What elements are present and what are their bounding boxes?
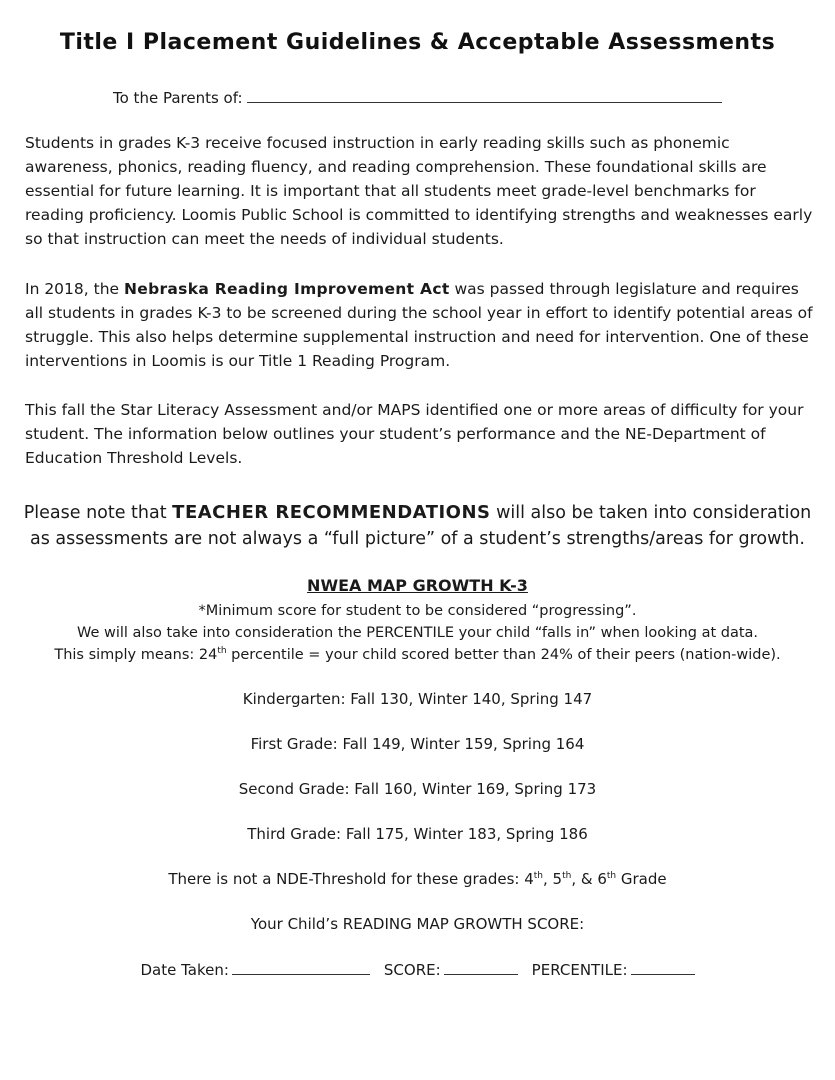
- assessment-paragraph: This fall the Star Literacy Assessment and/or MAPS identified one or more areas of difficulty for your student. The information below outlines your student’s performance and the NE-Department of Education Threshold Levels.: [25, 401, 804, 467]
- reading-act-text-after: was passed through legislature and requires all students in grades K-3 to be screened during the school year in effort to identify potential areas of struggle. This also helps determine supplemental instruction and need for intervention. One of these interventions in Loomis is our Title 1 Reading Program.: [25, 280, 813, 370]
- min-score-note: *Minimum score for student to be considered “progressing”.: [198, 603, 637, 619]
- parents-line: [113, 88, 722, 107]
- percentile-explanation: [0, 647, 835, 663]
- means-before: This simply means: 24: [54, 647, 218, 663]
- date-taken-blank: [232, 960, 370, 975]
- score-field-label: SCORE:: [383, 961, 441, 979]
- no-threshold-sup3: th: [606, 871, 617, 881]
- intro-paragraph: Students in grades K-3 receive focused instruction in early reading skills such as phonemic awareness, phonics, reading fluency, and reading comprehension. These foundational skills are essential for future learning. It is important that all students meet grade-level benchmarks for reading proficiency. Loomis Public School is committed to identifying strengths and weaknesses early so that instruction can meet the needs of individual students.: [25, 134, 813, 248]
- nwea-heading: [0, 576, 835, 595]
- means-after: percentile = your child scored better than 24% of their peers (nation-wide).: [226, 647, 781, 663]
- grade-threshold-kindergarten: Kindergarten: Fall 130, Winter 140, Spring 147: [242, 690, 593, 708]
- percentile-note: We will also take into consideration the PERCENTILE your child “falls in” when looking at data.: [76, 625, 759, 641]
- nwea-heading-text: NWEA MAP GROWTH K-3: [307, 576, 528, 595]
- no-threshold-note: [0, 870, 835, 888]
- no-threshold-sup1: th: [533, 871, 543, 881]
- no-threshold-mid1: , 5: [543, 870, 563, 888]
- no-threshold-after: Grade: [616, 870, 667, 888]
- parents-label: To the Parents of:: [113, 89, 243, 107]
- percentile-field-label: PERCENTILE:: [531, 961, 628, 979]
- reading-act-paragraph: [25, 277, 815, 373]
- parents-name-blank: [247, 88, 722, 103]
- grade-threshold-first: First Grade: Fall 149, Winter 159, Spring 164: [250, 735, 585, 753]
- page-title: Title I Placement Guidelines & Acceptable Assessments: [59, 30, 776, 55]
- means-sup: th: [217, 646, 227, 657]
- score-fields: [0, 960, 835, 979]
- score-blank: [444, 960, 518, 975]
- note-after: will also be taken into consideration as assessments are not always a “full picture” of a student’s strengths/areas for growth.: [30, 503, 812, 549]
- note-emphasis: TEACHER RECOMMENDATIONS: [172, 502, 491, 523]
- no-threshold-before: There is not a NDE-Threshold for these grades: 4: [168, 870, 534, 888]
- no-threshold-mid2: , & 6: [571, 870, 607, 888]
- reading-act-text-before: In 2018, the: [25, 280, 124, 298]
- teacher-recommendation-note: [15, 500, 820, 552]
- grade-threshold-third: Third Grade: Fall 175, Winter 183, Spring 186: [247, 825, 588, 843]
- grade-threshold-second: Second Grade: Fall 160, Winter 169, Spring 173: [238, 780, 597, 798]
- percentile-blank: [631, 960, 695, 975]
- reading-act-name: Nebraska Reading Improvement Act: [124, 280, 450, 298]
- date-taken-label: Date Taken:: [140, 961, 229, 979]
- no-threshold-sup2: th: [562, 871, 572, 881]
- score-label: Your Child’s READING MAP GROWTH SCORE:: [250, 915, 585, 933]
- note-before: Please note that: [23, 503, 173, 523]
